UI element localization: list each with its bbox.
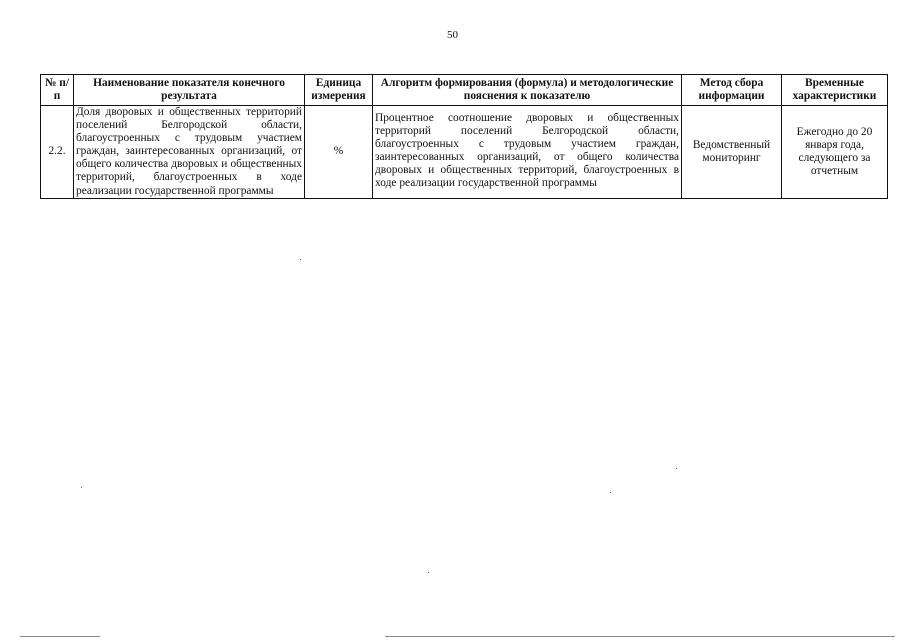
cell-name: Доля дворовых и общественных территорий поселений Белгородской области, благоустроенных с трудовым участием граждан, заинтересованных организаций, от общего количества дворовых и общественных территорий, благоустроенных в ходе реализации государственной программы (74, 106, 305, 199)
header-unit: Единица измерения (305, 75, 373, 106)
header-name: Наименование показателя конечного результата (74, 75, 305, 106)
table-header-row (41, 75, 888, 106)
cell-time: Ежегодно до 20 января года, следующего за отчетным (782, 106, 888, 199)
indicator-table (40, 74, 888, 199)
scan-edge-line-right (385, 636, 895, 637)
header-num: № п/п (41, 75, 74, 106)
header-method: Метод сбора информации (682, 75, 782, 106)
scan-edge-line-left (20, 636, 100, 637)
cell-unit: % (305, 106, 373, 199)
cell-method: Ведомственный мониторинг (682, 106, 782, 199)
table-row (41, 106, 888, 199)
page-number: 50 (447, 29, 458, 41)
cell-algorithm: Процентное соотношение дворовых и общественных территорий поселений Белгородской области, благоустроенных с трудовым участием граждан, заинтересованных организаций, от общего количества дворовых и общественных территорий, благоустроенных в ходе реализации государственной программы (373, 106, 682, 199)
cell-num: 2.2. (41, 106, 74, 199)
header-time: Временные характеристики (782, 75, 888, 106)
header-algorithm: Алгоритм формирования (формула) и методологические пояснения к показателю (373, 75, 682, 106)
